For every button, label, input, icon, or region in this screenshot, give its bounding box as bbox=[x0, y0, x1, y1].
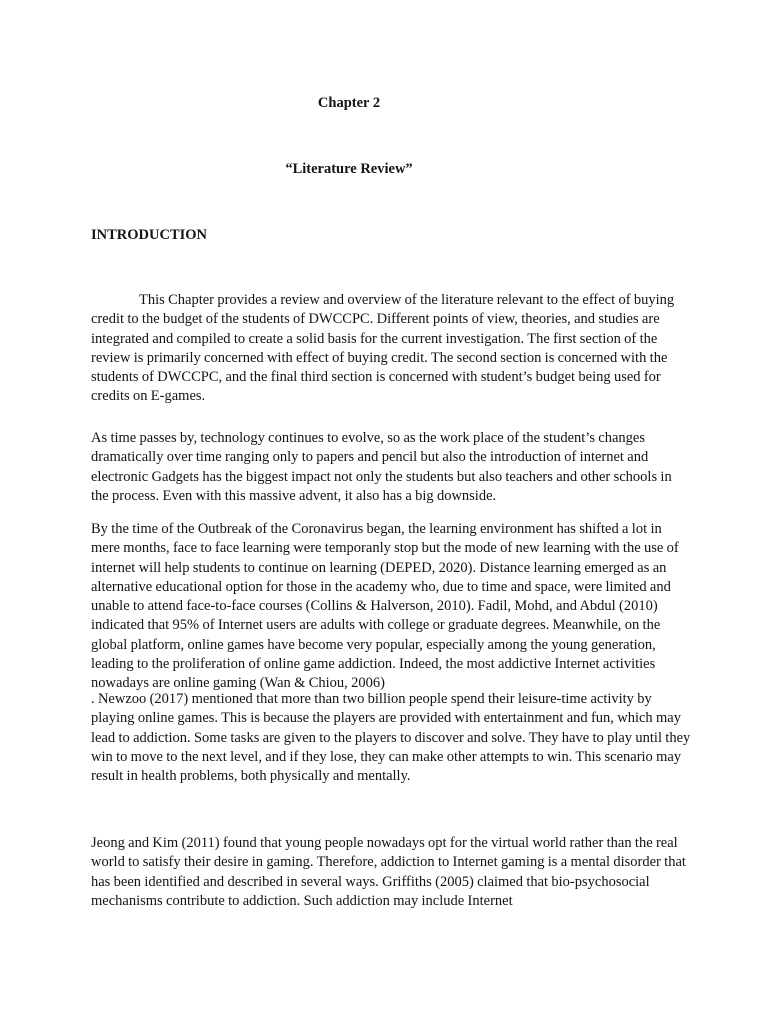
paragraph-newzoo: . Newzoo (2017) mentioned that more than two billion people spend their leisure-time activity by playing online games. This is because the players are provided with entertainment and fun, which may lead to addiction. Some tasks are given to the players to discover and solve. They have to play until they win to move to the next level, and if they lose, they can make other attempts to win. This scenario may result in health problems, both physically and mentally. bbox=[91, 691, 691, 785]
paragraph-jeong-kim: Jeong and Kim (2011) found that young people nowadays opt for the virtual world rather than the real world to satisfy their desire in gaming. Therefore, addiction to Internet gaming is a mental disorder that has been identified and described in several ways. Griffiths (2005) claimed that bio-psychosocial mechanisms contribute to addiction. Such addiction may include Internet bbox=[91, 835, 686, 909]
section-heading: INTRODUCTION bbox=[91, 227, 208, 243]
paragraph-introduction: This Chapter provides a review and overview of the literature relevant to the effect of buying credit to the budget of the students of DWCCPC. Different points of view, theories, and studies are integrated and compiled to create a solid basis for the current investigation. The first section of the review is primarily concerned with effect of buying credit. The second section is concerned with the students of DWCCPC, and the final third section is concerned with student’s budget being used for credits on E-games. bbox=[91, 292, 675, 405]
chapter-title: “Literature Review” bbox=[285, 161, 413, 177]
chapter-label: Chapter 2 bbox=[317, 95, 381, 111]
paragraph-technology: As time passes by, technology continues to evolve, so as the work place of the student’s changes dramatically over time ranging only to papers and pencil but also the introduction of internet and electronic Gadgets has the biggest impact not only the students but also teachers and other schools in the process. Even with this massive advent, it also has a big downside. bbox=[91, 430, 672, 504]
paragraph-coronavirus: By the time of the Outbreak of the Coronavirus began, the learning environment has shifted a lot in mere months, face to face learning were temporanly stop but the mode of new learning with the use of internet will help students to continue on learning (DEPED, 2020). Distance learning emerged as an alternative educational option for those in the academy who, due to time and space, were limited and unable to attend face-to-face courses (Collins & Halverson, 2010). Fadil, Mohd, and Abdul (2010) indicated that 95% of Internet users are adults with college or graduate degrees. Meanwhile, on the global platform, online games have become very popular, especially among the young generation, leading to the proliferation of online game addiction. Indeed, the most addictive Internet activities nowadays are online gaming (Wan & Chiou, 2006) bbox=[91, 521, 679, 692]
